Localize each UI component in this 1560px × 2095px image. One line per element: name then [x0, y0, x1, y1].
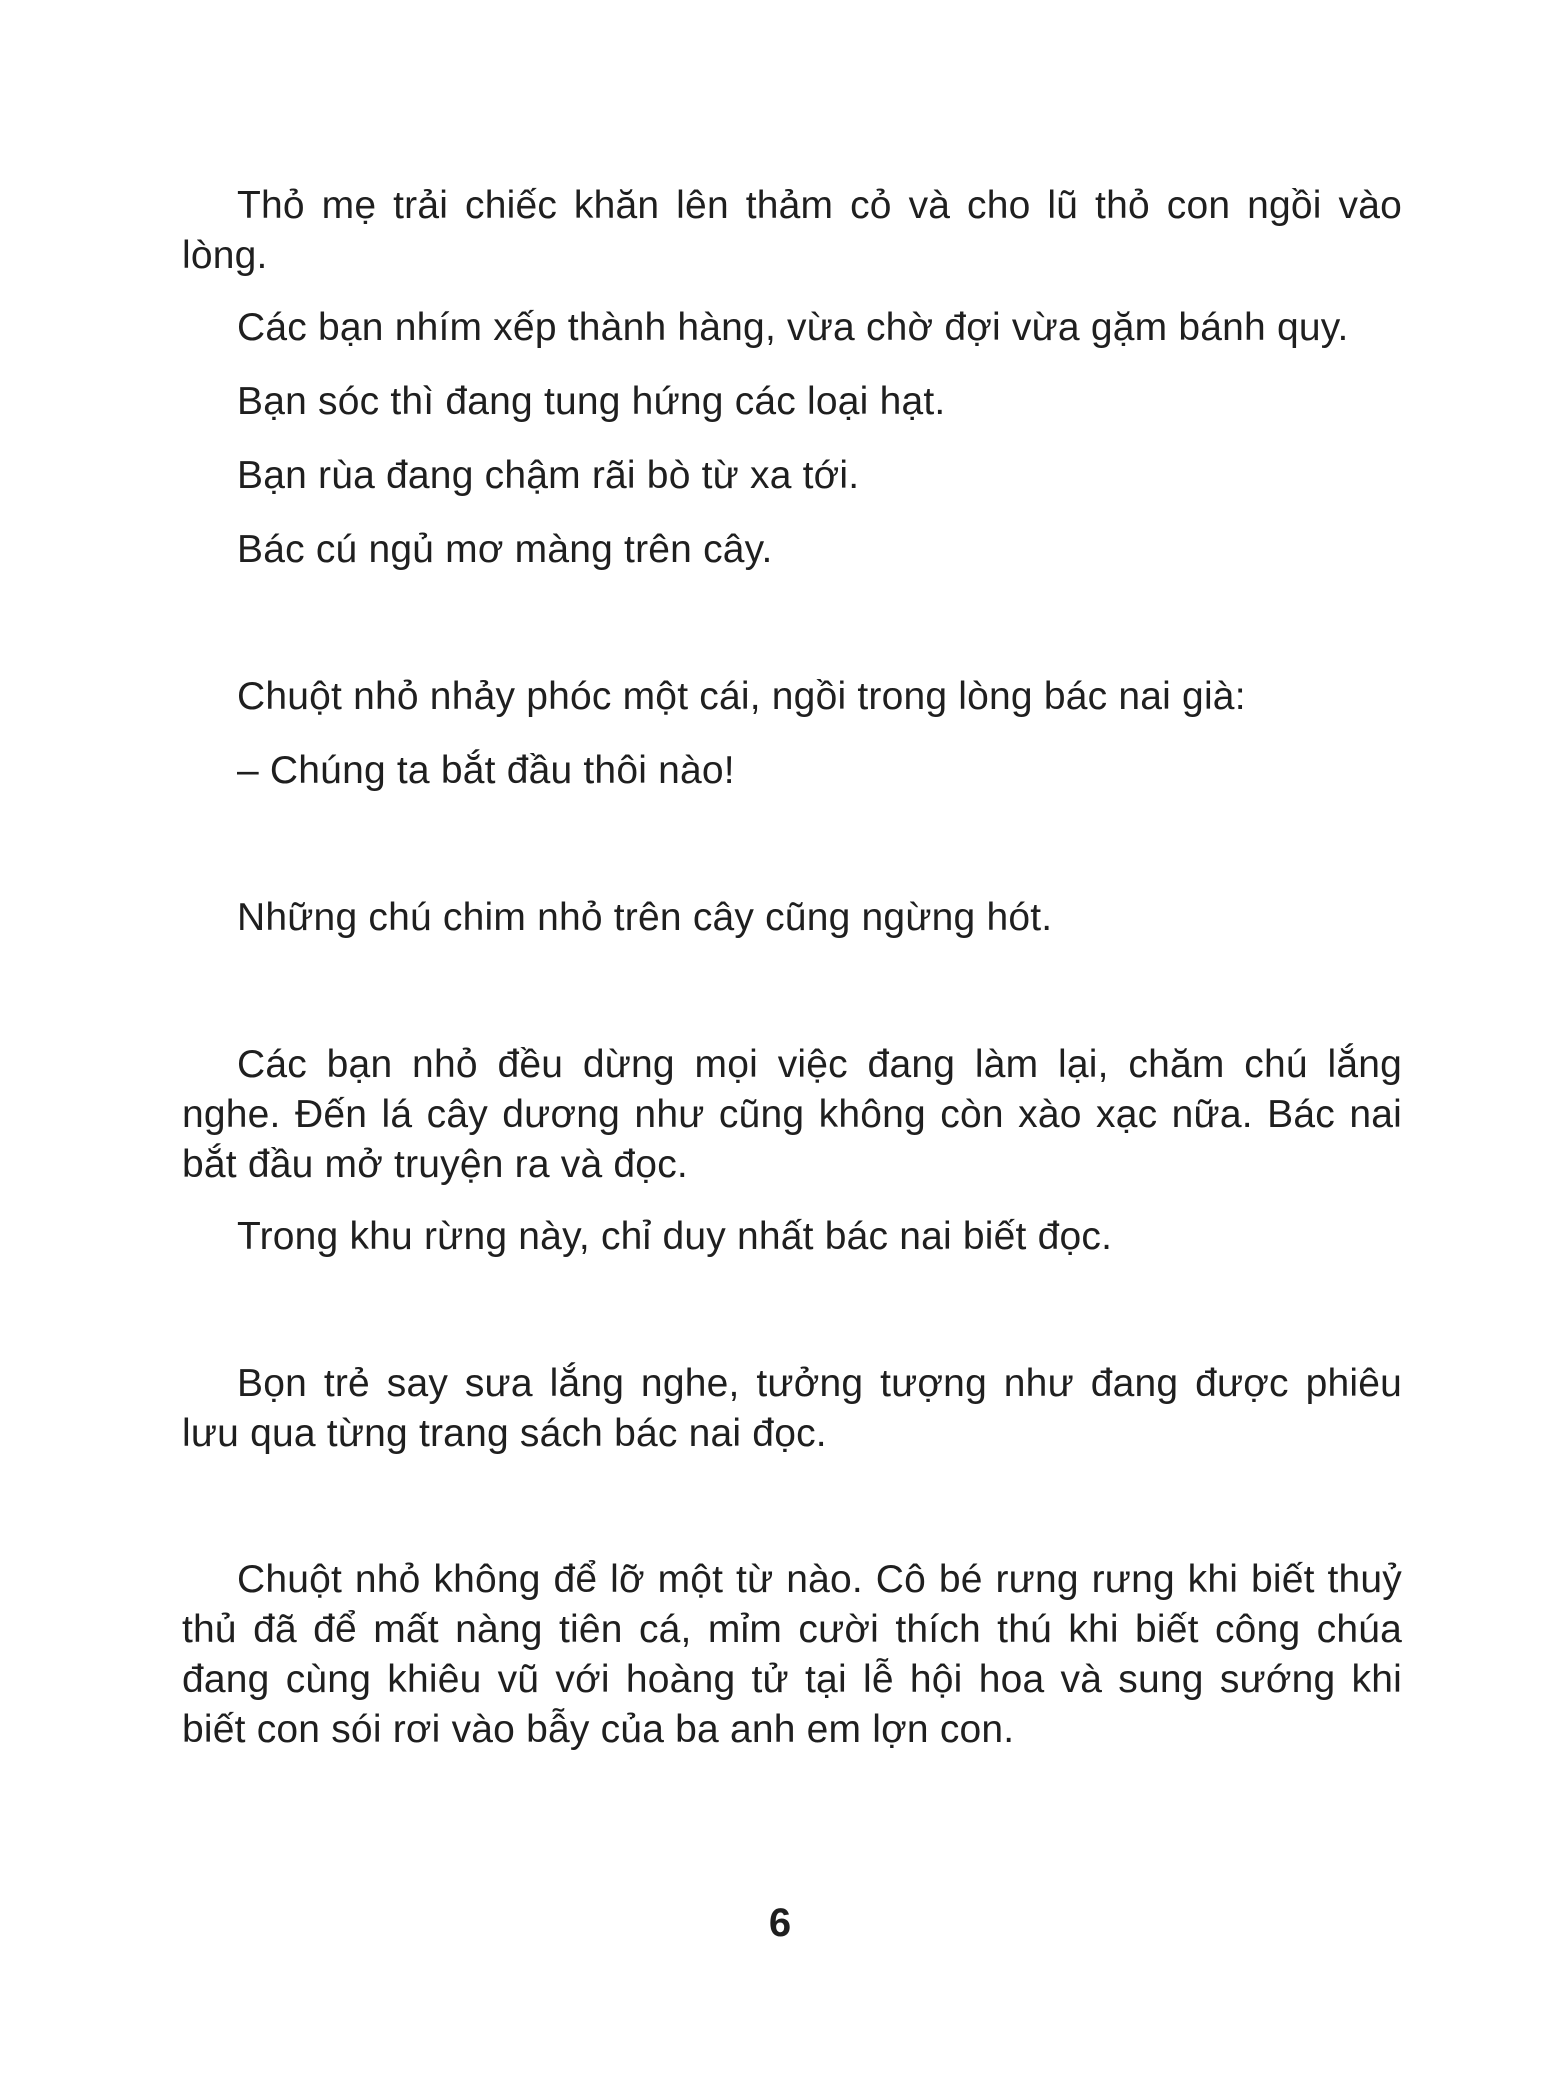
paragraph-squirrel: Bạn sóc thì đang tung hứng các loại hạt.: [237, 380, 946, 423]
paragraph-deer-reads: Trong khu rừng này, chỉ duy nhất bác nai biết đọc.: [237, 1215, 1113, 1258]
paragraph-rabbit: Thỏ mẹ trải chiếc khăn lên thảm cỏ và cho lũ thỏ con ngồi vào lòng.: [182, 184, 1402, 277]
paragraph-mouse-jumps: Chuột nhỏ nhảy phóc một cái, ngồi trong lòng bác nai già:: [237, 675, 1246, 718]
paragraph-listening: Các bạn nhỏ đều dừng mọi việc đang làm lại, chăm chú lắng nghe. Đến lá cây dương như cũng không còn xào xạc nữa. Bác nai bắt đầu mở truyện ra và đọc.: [182, 1043, 1402, 1186]
paragraph-kids-listen: Bọn trẻ say sưa lắng nghe, tưởng tượng như đang được phiêu lưu qua từng trang sách bác nai đọc.: [182, 1362, 1402, 1455]
paragraph-turtle: Bạn rùa đang chậm rãi bò từ xa tới.: [237, 454, 860, 497]
page-number: 6: [768, 1901, 792, 1945]
paragraph-mouse-feelings: Chuột nhỏ không để lỡ một từ nào. Cô bé rưng rưng khi biết thuỷ thủ đã để mất nàng tiên cá, mỉm cười thích thú khi biết công chúa đang cùng khiêu vũ với hoàng tử tại lễ hội hoa và sung sướng khi biết con sói rơi vào bẫy của ba anh em lợn con.: [182, 1558, 1402, 1751]
paragraph-owl: Bác cú ngủ mơ màng trên cây.: [237, 528, 773, 571]
paragraph-birds: Những chú chim nhỏ trên cây cũng ngừng hót.: [237, 896, 1053, 939]
paragraph-hedgehogs: Các bạn nhím xếp thành hàng, vừa chờ đợi vừa gặm bánh quy.: [237, 306, 1349, 349]
paragraph-dialogue: – Chúng ta bắt đầu thôi nào!: [237, 749, 735, 792]
